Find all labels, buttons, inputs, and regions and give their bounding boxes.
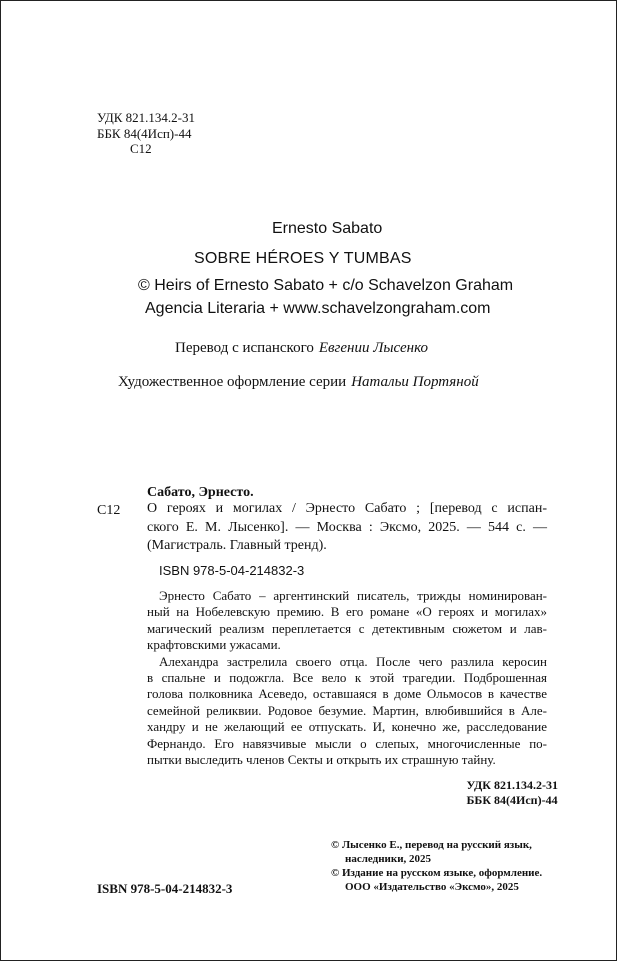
translation-credit	[175, 340, 428, 357]
catalog-line-3: (Магистраль. Главный тренд).	[147, 538, 327, 553]
catalog-author: Сабато, Эрнесто.	[147, 485, 254, 500]
annotation-line: пытки выследить членов Секты и открыть их страшную тайну.	[147, 752, 496, 768]
isbn-bottom: ISBN 978-5-04-214832-3	[97, 881, 233, 896]
annotation-line: Фернандо. Его навязчивые мысли о слепых, многочисленные по-	[147, 735, 547, 751]
classification-block-bottom	[466, 778, 558, 808]
annotation-line: семейной реликвии. Родовое безумие. Мартин, влюбившийся в Але-	[147, 702, 547, 718]
rights-line-2: наследники, 2025	[345, 853, 432, 865]
catalog-record	[147, 500, 547, 556]
original-title: SOBRE HÉROES Y TUMBAS	[194, 250, 412, 267]
design-credit	[118, 374, 479, 391]
translation-label: Перевод с испанского	[175, 340, 314, 356]
bbk-code-bottom: ББК 84(4Исп)-44	[466, 793, 558, 807]
udk-code-bottom: УДК 821.134.2-31	[466, 778, 558, 792]
catalog-isbn: ISBN 978-5-04-214832-3	[159, 563, 305, 578]
author-mark: С12	[130, 141, 152, 156]
original-copyright-line-2: Agencia Literaria + www.schavelzongraham.com	[145, 300, 491, 317]
original-author: Ernesto Sabato	[272, 220, 383, 237]
rights-notice	[331, 838, 542, 894]
classification-block-top	[97, 110, 195, 157]
rights-line-3: © Издание на русском языке, оформление.	[331, 867, 543, 879]
catalog-line-1: О героях и могилах / Эрнесто Сабато ; [перевод с испан-	[147, 501, 547, 516]
rights-line-1: © Лысенко Е., перевод на русский язык,	[331, 839, 532, 851]
annotation-line: ный на Нобелевскую премию. В его романе «О героях и могилах»	[147, 604, 547, 620]
annotation-line: в спальне и подожгла. Все вело к этой трагедии. Подброшенная	[147, 670, 547, 686]
original-copyright-line-1: © Heirs of Ernesto Sabato + c/o Schavelzon Graham	[138, 277, 514, 294]
catalog-code: С12	[97, 503, 121, 518]
annotation-line: хандру и не желающий ее отпускать. И, конечно же, расследование	[147, 719, 547, 735]
udk-code: УДК 821.134.2-31	[97, 110, 196, 125]
annotation-line: Алехандра застрелила своего отца. После чего разлила керосин	[159, 653, 547, 669]
annotation-line: Эрнесто Сабато – аргентинский писатель, трижды номинирован-	[159, 588, 547, 603]
annotation-line: крафтовскими ужасами.	[147, 637, 281, 653]
annotation-line: голова полковника Асеведо, оставшаяся в доме Ольмосов в качестве	[147, 686, 547, 702]
translator-name: Евгении Лысенко	[318, 340, 429, 356]
catalog-line-2: ского Е. М. Лысенко]. — Москва : Эксмо, 2025. — 544 с. —	[147, 519, 547, 535]
design-label: Художественное оформление серии	[118, 374, 347, 390]
annotation-line: магический реализм переплетается с детективным сюжетом и лав-	[147, 620, 547, 636]
annotation	[147, 588, 547, 768]
designer-name: Натальи Портяной	[351, 374, 479, 390]
bbk-code: ББК 84(4Исп)-44	[97, 125, 192, 141]
rights-line-4: ООО «Издательство «Эксмо», 2025	[345, 881, 519, 893]
